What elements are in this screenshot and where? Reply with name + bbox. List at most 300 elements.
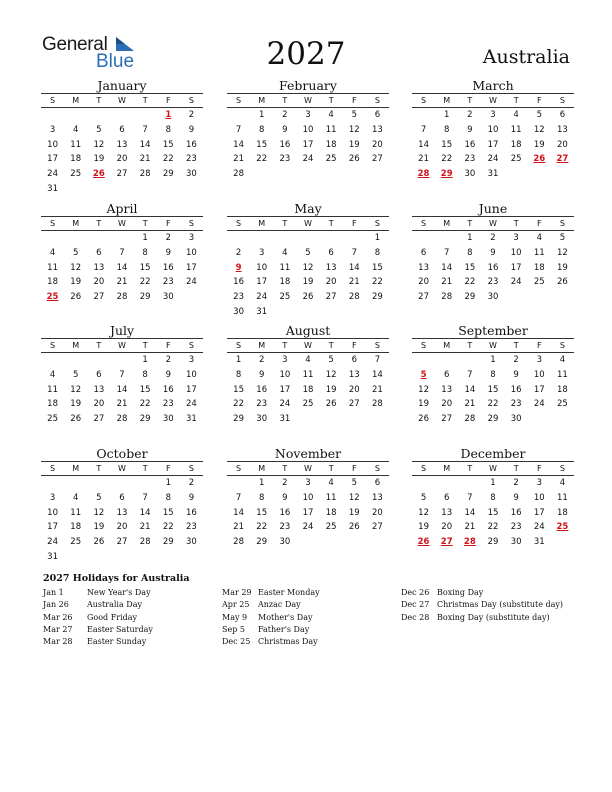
day-cell: 27 — [93, 414, 105, 425]
week-row — [227, 152, 389, 167]
weekday-label: T — [96, 341, 102, 350]
day-cell: 12 — [348, 492, 360, 503]
day-cell: 12 — [418, 384, 429, 395]
week-row — [41, 290, 203, 305]
day-cell: 30 — [186, 169, 197, 180]
day-cell: 19 — [348, 139, 360, 150]
weekday-label: F — [165, 96, 171, 105]
weekday-header-row — [412, 462, 574, 475]
weekday-header-row — [227, 339, 389, 352]
day-cell: 11 — [533, 247, 545, 258]
holiday-name: Anzac Day — [258, 600, 301, 610]
weekday-label: T — [282, 341, 288, 350]
day-cell: 23 — [256, 399, 268, 410]
day-cell: 28 — [116, 292, 128, 303]
day-cell: 18 — [279, 277, 291, 288]
day-cell: 14 — [348, 262, 360, 273]
day-cell: 15 — [487, 507, 499, 518]
weekday-label: F — [536, 219, 542, 228]
month-12 — [412, 447, 574, 550]
day-cell: 11 — [47, 384, 58, 395]
day-cell: 23 — [162, 399, 174, 410]
day-cell: 24 — [279, 399, 291, 410]
weekday-label: S — [188, 219, 194, 228]
empty-day-cell — [296, 231, 319, 246]
week-row — [412, 368, 574, 383]
day-cell: 7 — [235, 492, 242, 503]
day-cell: 30 — [162, 414, 174, 425]
week-row — [41, 353, 203, 368]
empty-day-cell — [366, 412, 389, 427]
day-cell: 3 — [282, 355, 288, 365]
weekday-header-row — [412, 94, 574, 107]
day-cell: 29 — [372, 292, 383, 303]
empty-day-cell — [366, 167, 389, 182]
day-cell: 3 — [305, 478, 311, 488]
day-cell: 3 — [188, 233, 195, 243]
day-cell: 10 — [487, 124, 499, 135]
day-cell: 3 — [536, 355, 542, 365]
weekday-label: S — [559, 464, 565, 473]
week-row — [227, 246, 389, 261]
empty-day-cell — [458, 476, 481, 491]
day-cell: 15 — [139, 262, 151, 273]
day-cell: 13 — [557, 124, 568, 135]
weekday-label: S — [421, 219, 427, 228]
day-cell: 30 — [464, 169, 476, 180]
day-cell: 24 — [302, 154, 314, 165]
day-cell: 29 — [464, 292, 476, 303]
empty-day-cell — [87, 108, 110, 123]
weekday-label: M — [258, 96, 266, 105]
day-cell: 27 — [116, 169, 128, 180]
day-cell: 18 — [47, 277, 58, 288]
day-cell: 8 — [165, 124, 171, 135]
day-cell: 28 — [441, 292, 453, 303]
day-cell: 29 — [487, 537, 499, 548]
day-cell: 14 — [372, 369, 383, 380]
weekday-label: W — [304, 341, 312, 350]
holiday-date: Apr 25 — [222, 600, 250, 610]
empty-day-cell — [412, 108, 435, 123]
week-row — [227, 397, 389, 412]
day-cell: 6 — [559, 110, 566, 120]
day-cell: 26 — [418, 414, 429, 425]
day-cell: 10 — [47, 507, 58, 518]
day-cell: 26 — [93, 537, 105, 548]
day-cell: 12 — [93, 139, 105, 150]
day-cell: 8 — [165, 492, 171, 503]
day-cell: 10 — [302, 492, 314, 503]
weekday-label: S — [236, 464, 242, 473]
empty-day-cell — [551, 290, 574, 305]
week-row — [227, 535, 389, 550]
empty-day-cell — [551, 412, 574, 427]
day-cell: 21 — [418, 154, 429, 165]
day-cell: 31 — [487, 169, 499, 180]
day-cell: 24 — [47, 169, 58, 180]
day-cell: 7 — [467, 492, 473, 503]
weekday-header-row — [227, 462, 389, 475]
day-cell: 30 — [186, 537, 197, 548]
day-cell: 28 — [464, 414, 476, 425]
day-cell: 19 — [418, 399, 429, 410]
day-cell: 17 — [47, 522, 58, 533]
day-cell: 10 — [533, 492, 545, 503]
weekday-label: T — [142, 341, 148, 350]
day-cell: 9 — [513, 369, 519, 380]
day-cell: 7 — [119, 247, 125, 258]
week-row — [41, 535, 203, 550]
holiday-name: Father's Day — [258, 624, 310, 634]
day-cell: 10 — [302, 124, 314, 135]
month-5 — [227, 202, 389, 320]
day-cell: 26 — [557, 277, 568, 288]
day-cell: 24 — [47, 537, 58, 548]
day-cell: 18 — [557, 507, 568, 518]
holiday-day-cell: 27 — [556, 154, 569, 165]
day-cell: 3 — [490, 110, 496, 120]
day-cell: 29 — [233, 414, 244, 425]
day-cell: 10 — [510, 247, 522, 258]
month-name: June — [478, 201, 508, 216]
week-row — [41, 275, 203, 290]
day-cell: 25 — [302, 399, 314, 410]
day-cell: 6 — [96, 247, 102, 258]
day-cell: 23 — [186, 522, 197, 533]
empty-day-cell — [64, 353, 87, 368]
week-row — [41, 491, 203, 506]
empty-day-cell — [110, 231, 133, 246]
month-name: December — [460, 446, 526, 461]
empty-day-cell — [180, 550, 203, 565]
day-cell: 8 — [142, 247, 148, 258]
day-cell: 29 — [162, 537, 174, 548]
day-cell: 15 — [162, 507, 174, 518]
day-cell: 25 — [510, 154, 522, 165]
holiday-item — [222, 587, 320, 599]
week-row — [41, 167, 203, 182]
week-row — [412, 476, 574, 491]
empty-day-cell — [134, 108, 157, 123]
day-cell: 12 — [93, 507, 105, 518]
weekday-label: S — [236, 341, 242, 350]
day-cell: 30 — [510, 414, 522, 425]
weekday-label: T — [467, 341, 473, 350]
day-cell: 1 — [490, 355, 496, 365]
weekday-label: S — [188, 341, 194, 350]
day-cell: 17 — [186, 384, 197, 395]
holiday-day-cell: 28 — [417, 169, 430, 180]
day-cell: 7 — [142, 124, 148, 135]
day-cell: 4 — [49, 369, 56, 380]
day-cell: 1 — [467, 233, 473, 243]
day-cell: 19 — [557, 262, 568, 273]
day-cell: 8 — [259, 124, 265, 135]
day-cell: 15 — [487, 384, 499, 395]
day-cell: 3 — [259, 247, 265, 258]
day-cell: 2 — [188, 478, 195, 488]
day-cell: 11 — [279, 262, 291, 273]
week-row — [41, 261, 203, 276]
empty-day-cell — [343, 412, 366, 427]
day-cell: 8 — [259, 492, 265, 503]
weekday-label: T — [96, 219, 102, 228]
empty-day-cell — [250, 231, 273, 246]
day-cell: 25 — [70, 169, 82, 180]
day-cell: 27 — [116, 537, 128, 548]
month-name: July — [109, 323, 135, 338]
empty-day-cell — [320, 535, 343, 550]
day-cell: 30 — [487, 292, 499, 303]
empty-day-cell — [87, 550, 110, 565]
weekday-label: M — [72, 96, 80, 105]
day-cell: 23 — [510, 522, 522, 533]
empty-day-cell — [551, 535, 574, 550]
holiday-item — [43, 612, 153, 624]
month-1 — [41, 79, 203, 197]
holiday-date: Mar 26 — [43, 612, 73, 622]
month-name: October — [96, 446, 148, 461]
weekday-label: T — [96, 96, 102, 105]
weekday-label: F — [351, 219, 357, 228]
week-row — [41, 152, 203, 167]
day-cell: 14 — [233, 139, 244, 150]
country-name: Australia — [482, 46, 570, 68]
week-row — [41, 383, 203, 398]
weekday-label: S — [50, 464, 56, 473]
weekday-label: S — [421, 341, 427, 350]
weekday-label: M — [443, 219, 451, 228]
empty-day-cell — [505, 290, 528, 305]
weekday-label: S — [188, 464, 194, 473]
holiday-item — [401, 587, 563, 599]
day-cell: 3 — [49, 492, 56, 503]
day-cell: 2 — [165, 233, 171, 243]
day-cell: 28 — [139, 169, 151, 180]
day-cell: 12 — [418, 507, 429, 518]
weekday-label: T — [467, 96, 473, 105]
weekday-header-row — [41, 94, 203, 107]
holiday-name: Easter Monday — [258, 588, 320, 597]
day-cell: 4 — [559, 355, 566, 365]
day-cell: 20 — [325, 277, 337, 288]
empty-day-cell — [296, 305, 319, 320]
week-row — [41, 138, 203, 153]
day-cell: 21 — [441, 277, 453, 288]
day-cell: 20 — [372, 139, 383, 150]
week-row — [412, 123, 574, 138]
day-cell: 22 — [233, 399, 244, 410]
day-cell: 24 — [302, 522, 314, 533]
holiday-day-cell: 28 — [463, 537, 476, 548]
week-row — [41, 550, 203, 565]
empty-day-cell — [41, 476, 64, 491]
day-cell: 9 — [282, 492, 288, 503]
day-cell: 9 — [513, 492, 519, 503]
day-cell: 23 — [162, 277, 174, 288]
day-cell: 15 — [162, 139, 174, 150]
day-cell: 28 — [372, 399, 383, 410]
empty-day-cell — [435, 476, 458, 491]
holiday-day-cell: 26 — [417, 537, 430, 548]
empty-day-cell — [296, 412, 319, 427]
day-cell: 1 — [490, 478, 496, 488]
empty-day-cell — [110, 182, 133, 197]
month-name: May — [294, 201, 322, 216]
empty-day-cell — [296, 167, 319, 182]
day-cell: 7 — [444, 247, 450, 258]
day-cell: 5 — [420, 492, 427, 503]
empty-day-cell — [250, 167, 273, 182]
week-row — [227, 506, 389, 521]
day-cell: 17 — [302, 507, 314, 518]
empty-day-cell — [412, 353, 435, 368]
day-cell: 15 — [256, 507, 268, 518]
day-cell: 1 — [374, 233, 381, 243]
week-row — [412, 491, 574, 506]
day-cell: 17 — [256, 277, 268, 288]
day-cell: 25 — [325, 154, 337, 165]
empty-day-cell — [227, 231, 250, 246]
day-cell: 10 — [47, 139, 58, 150]
day-cell: 13 — [348, 369, 360, 380]
week-row — [227, 383, 389, 398]
day-cell: 13 — [116, 507, 128, 518]
holiday-day-cell: 25 — [46, 292, 59, 303]
weekday-label: T — [142, 96, 148, 105]
day-cell: 8 — [142, 369, 148, 380]
holiday-date: Sep 5 — [222, 624, 245, 634]
month-name: April — [106, 201, 138, 216]
weekday-label: W — [118, 96, 126, 105]
day-cell: 5 — [96, 124, 102, 135]
day-cell: 21 — [139, 154, 151, 165]
day-cell: 22 — [256, 522, 268, 533]
week-row — [227, 123, 389, 138]
day-cell: 25 — [279, 292, 291, 303]
weekday-label: M — [443, 96, 451, 105]
day-cell: 4 — [328, 110, 334, 120]
week-row — [41, 368, 203, 383]
day-cell: 30 — [510, 537, 522, 548]
day-cell: 14 — [464, 507, 476, 518]
day-cell: 6 — [444, 492, 450, 503]
day-cell: 26 — [70, 414, 82, 425]
week-row — [227, 305, 389, 320]
empty-day-cell — [110, 550, 133, 565]
day-cell: 13 — [93, 262, 105, 273]
day-cell: 17 — [533, 384, 545, 395]
day-cell: 8 — [374, 247, 381, 258]
holiday-name: Good Friday — [87, 612, 138, 622]
week-row — [41, 506, 203, 521]
day-cell: 11 — [557, 369, 568, 380]
empty-day-cell — [320, 412, 343, 427]
day-cell: 26 — [348, 522, 360, 533]
week-row — [41, 397, 203, 412]
day-cell: 17 — [186, 262, 197, 273]
day-cell: 16 — [464, 139, 476, 150]
weekday-label: W — [489, 341, 497, 350]
day-cell: 21 — [233, 154, 244, 165]
day-cell: 18 — [557, 384, 568, 395]
day-cell: 3 — [305, 110, 311, 120]
day-cell: 26 — [325, 399, 337, 410]
day-cell: 14 — [418, 139, 429, 150]
day-cell: 20 — [93, 399, 105, 410]
empty-day-cell — [41, 353, 64, 368]
day-cell: 2 — [235, 247, 242, 258]
day-cell: 16 — [162, 384, 174, 395]
day-cell: 20 — [116, 522, 128, 533]
weekday-label: T — [282, 219, 288, 228]
day-cell: 27 — [372, 522, 383, 533]
day-cell: 30 — [233, 306, 244, 317]
week-row — [227, 520, 389, 535]
holiday-date: Mar 28 — [43, 637, 73, 647]
weekday-label: W — [304, 96, 312, 105]
logo-word-blue: Blue — [96, 51, 135, 72]
day-cell: 19 — [70, 277, 82, 288]
holiday-item — [222, 599, 320, 611]
empty-day-cell — [110, 476, 133, 491]
weekday-label: W — [489, 219, 497, 228]
empty-day-cell — [343, 167, 366, 182]
weekday-label: M — [258, 219, 266, 228]
weekday-label: T — [513, 219, 519, 228]
week-row — [41, 520, 203, 535]
page-title-year: 2027 — [266, 36, 346, 72]
day-cell: 11 — [47, 262, 58, 273]
empty-day-cell — [528, 290, 551, 305]
empty-day-cell — [343, 305, 366, 320]
day-cell: 6 — [96, 369, 102, 380]
day-cell: 16 — [510, 507, 522, 518]
empty-day-cell — [110, 108, 133, 123]
empty-day-cell — [320, 167, 343, 182]
day-cell: 17 — [533, 507, 545, 518]
day-cell: 1 — [444, 110, 450, 120]
day-cell: 19 — [93, 522, 105, 533]
day-cell: 25 — [557, 399, 568, 410]
day-cell: 7 — [235, 124, 242, 135]
holiday-date: Dec 25 — [222, 637, 251, 647]
empty-day-cell — [64, 182, 87, 197]
weekday-label: T — [467, 464, 473, 473]
day-cell: 5 — [536, 110, 542, 120]
holiday-day-cell: 9 — [235, 262, 242, 273]
weekday-label: W — [118, 341, 126, 350]
day-cell: 6 — [444, 369, 450, 380]
day-cell: 2 — [165, 355, 171, 365]
holiday-date: Mar 27 — [43, 624, 73, 634]
day-cell: 18 — [302, 384, 314, 395]
weekday-label: M — [258, 341, 266, 350]
day-cell: 26 — [348, 154, 360, 165]
holidays-title: 2027 Holidays for Australia — [43, 573, 190, 584]
weekday-label: F — [536, 341, 542, 350]
empty-day-cell — [64, 231, 87, 246]
day-cell: 19 — [348, 507, 360, 518]
day-cell: 12 — [348, 124, 360, 135]
weekday-label: S — [559, 96, 565, 105]
day-cell: 2 — [282, 110, 288, 120]
holiday-name: Easter Sunday — [87, 637, 147, 647]
day-cell: 6 — [328, 247, 334, 258]
day-cell: 23 — [510, 399, 522, 410]
day-cell: 16 — [162, 262, 174, 273]
